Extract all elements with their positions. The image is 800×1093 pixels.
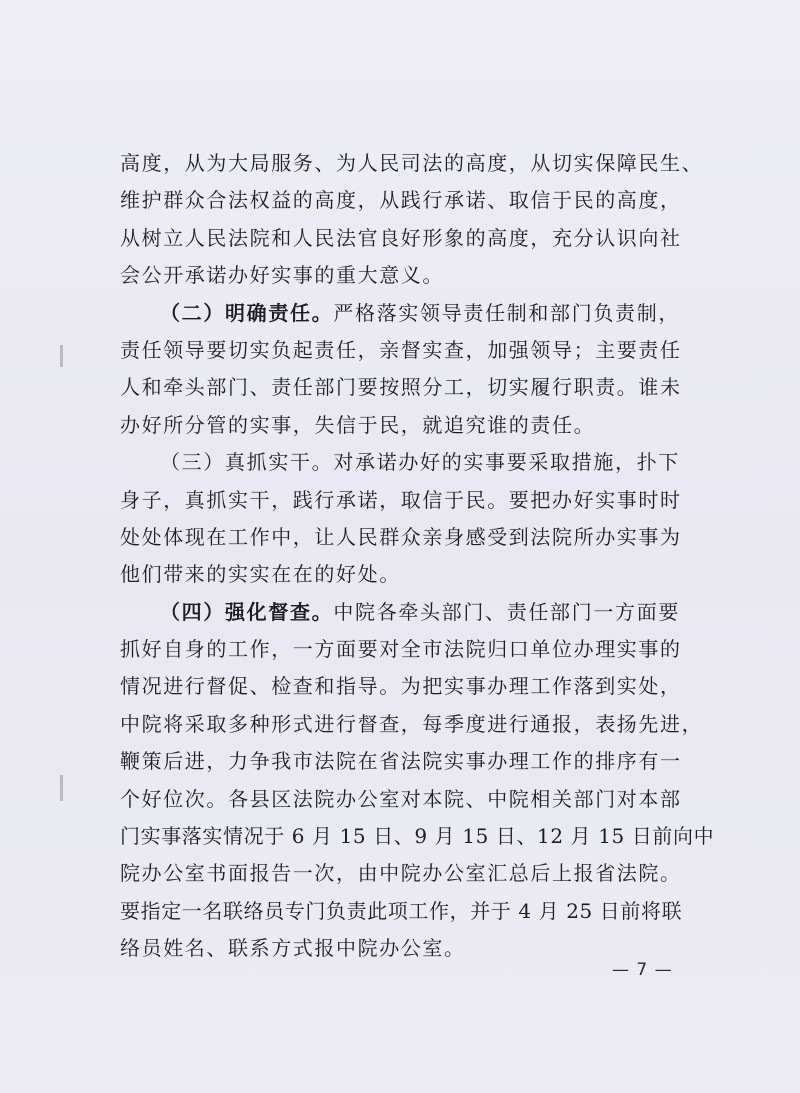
text-line: 他们带来的实实在在的好处。: [120, 562, 401, 587]
text-line: 维护群众合法权益的高度，从践行承诺、取信于民的高度，: [120, 188, 682, 213]
text-line: [120, 295, 680, 332]
text-line: 高度，从为大局服务、为人民司法的高度，从切实保障民生、: [120, 151, 704, 175]
text-line: 处处体现在工作中，让人民群众亲身感受到法院所办实事为: [120, 524, 682, 549]
section-heading: （二）明确责任。: [160, 300, 334, 325]
text-line: 络员姓名、联系方式报中院办公室。: [120, 936, 466, 961]
binding-mark: [60, 345, 63, 367]
text-run: 严格落实领导责任制和部门负责制，: [333, 300, 680, 325]
text-line: 抓好自身的工作，一方面要对全市法院归口单位办理实事的: [120, 637, 682, 662]
text-run: 中院各牵头部门、责任部门一方面要: [333, 599, 680, 624]
text-line: [120, 594, 680, 631]
text-line: 个好位次。各县区法院办公室对本院、中院相关部门对本部: [120, 786, 682, 811]
page-number: — 7 —: [612, 960, 673, 980]
text-line: 院办公室书面报告一次，由中院办公室汇总后上报省法院。: [120, 861, 682, 886]
body-text: [120, 145, 715, 968]
text-line: 中院将采取多种形式进行督查，每季度进行通报，表扬先进，: [120, 711, 704, 736]
section-heading: （四）强化督查。: [160, 599, 334, 624]
paragraph: [120, 295, 680, 445]
binding-mark: [60, 775, 63, 801]
text-line: 门实事落实情况于 6 月 15 日、9 月 15 日、12 月 15 日前向中: [120, 824, 715, 849]
text-line: 鞭策后进，力争我市法院在省法院实事办理工作的排序有一: [120, 749, 682, 774]
text-line: 责任领导要切实负起责任，亲督实查，加强领导；主要责任: [120, 337, 682, 362]
paragraph: [120, 444, 680, 594]
text-line: [120, 444, 680, 481]
text-line: 办好所分管的实事，失信于民，就追究谁的责任。: [120, 412, 596, 437]
section-heading: （三）真抓实干。: [160, 450, 334, 475]
text-line: 会公开承诺办好实事的重大意义。: [120, 263, 444, 288]
text-line: 从树立人民法院和人民法官良好形象的高度，充分认识向社: [120, 225, 682, 250]
text-line: 人和牵头部门、责任部门要按照分工，切实履行职责。谁未: [120, 375, 682, 400]
text-run: 对承诺办好的实事要采取措施，扑下: [333, 450, 680, 475]
text-line: 身子，真抓实干，践行承诺，取信于民。要把办好实事时时: [120, 487, 682, 512]
text-line: 要指定一名联络员专门负责此项工作，并于 4 月 25 日前将联: [120, 898, 683, 923]
text-line: 情况进行督促、检查和指导。为把实事办理工作落到实处，: [120, 674, 682, 699]
paragraph: [120, 594, 715, 968]
paragraph: [120, 145, 704, 295]
